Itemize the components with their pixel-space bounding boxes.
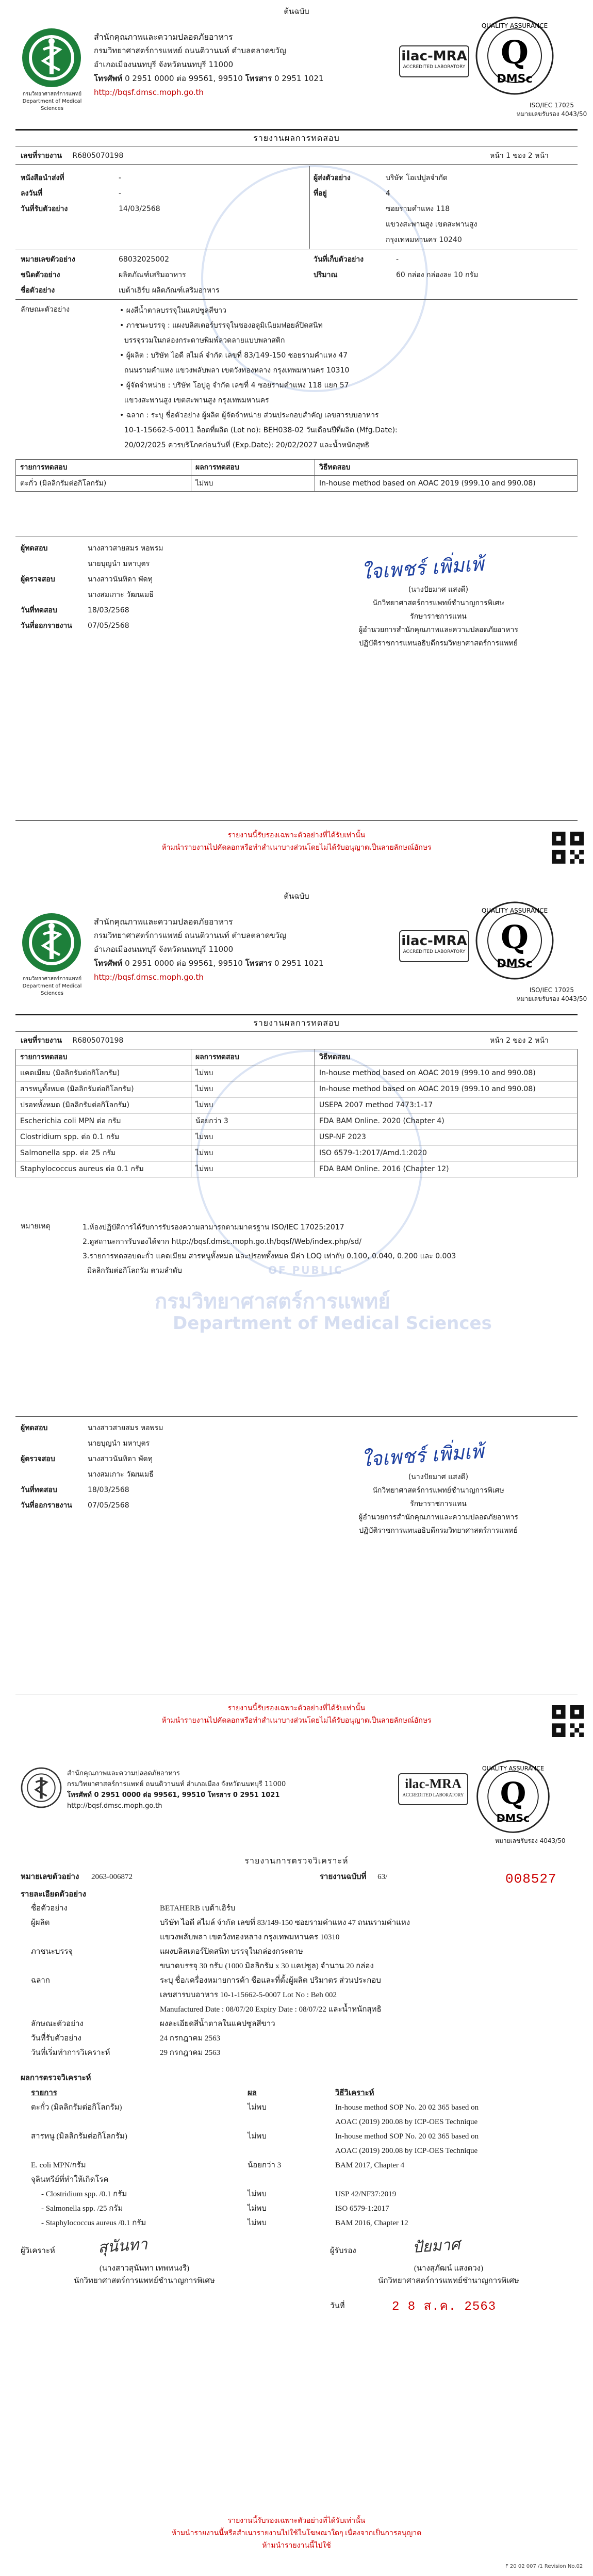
t2-header-2: วิธีทดสอบ xyxy=(315,1049,578,1065)
collect-value: - xyxy=(396,255,399,264)
fax-number: 0 2951 1021 xyxy=(274,74,324,83)
t2-cell-1-0: สารหนูทั้งหมด (มิลลิกรัมต่อกิโลกรัม) xyxy=(16,1081,191,1097)
checker-name-2: นางสมเกาะ วัฒนเมธี xyxy=(88,1470,154,1479)
approver-org-1-2: ผู้อำนวยการสำนักคุณภาพและความปลอดภัยอาหาร xyxy=(358,1513,518,1521)
p3-report-title: รายงานการตรวจวิเคราะห์ xyxy=(244,1857,349,1866)
dmsc-emblem-icon xyxy=(21,1767,62,1808)
q-letter: Q xyxy=(500,34,529,71)
address-line-3: แขวงสะพานสูง เขตสะพานสูง xyxy=(386,220,477,229)
org-address-1: กรมวิทยาศาสตร์การแพทย์ ถนนติวานนท์ ตำบลตลาดขวัญ xyxy=(94,46,286,55)
p3-cell: ไม่พบ xyxy=(248,2132,267,2141)
table-row xyxy=(31,2201,567,2216)
p3-report-no-label: รายงานฉบับที่ xyxy=(320,1873,367,1881)
page-count-2: หน้า 2 ของ 2 หน้า xyxy=(490,1036,549,1045)
test-date: 18/03/2568 xyxy=(88,606,129,614)
sample-no: 68032025002 xyxy=(119,255,169,264)
desc-line: 20/02/2025 ควรบริโภคก่อนวันที่ (Exp.Date): 20/02/2027 และน้ำหนักสุทธิ xyxy=(120,441,370,449)
dmsc-emblem-icon xyxy=(21,912,83,974)
p3-results-table xyxy=(31,2086,567,2230)
tester-1-2: นางสาวสายสมร หอพรม xyxy=(88,1424,163,1432)
sample-name: เบต้าเฮิร์บ ผลิตภัณฑ์เสริมอาหาร xyxy=(119,286,220,295)
date-value: - xyxy=(119,189,122,198)
org-address-1-2: กรมวิทยาศาสตร์การแพทย์ ถนนติวานนท์ ตำบลตลาดขวัญ xyxy=(94,931,286,940)
report-no-2: R6805070198 xyxy=(72,1036,124,1045)
p3-field-label xyxy=(31,1988,160,2002)
list-item xyxy=(31,2017,547,2031)
dmsc-logo-3 xyxy=(21,1767,62,1808)
sender-label: ผู้ส่งตัวอย่าง xyxy=(314,174,351,182)
accreditation-no-2: หมายเลขรับรอง 4043/50 xyxy=(516,995,587,1002)
report-no-label-2: เลขที่รายงาน xyxy=(21,1036,62,1045)
logo-caption-th: กรมวิทยาศาสตร์การแพทย์ xyxy=(22,91,82,97)
list-item xyxy=(31,1916,547,1930)
q-ring-text: QUALITY ASSURANCE xyxy=(481,22,548,29)
tester-label-2: ผู้ทดสอบ xyxy=(21,1424,48,1432)
p3-footer-1: รายงานนี้รับรองเฉพาะตัวอย่างที่ได้รับเท่านั้น xyxy=(227,2517,366,2525)
t2-cell-3-2: FDA BAM Online. 2020 (Chapter 4) xyxy=(315,1113,578,1129)
org-address-2-2: อำเภอเมืองนนทบุรี จังหวัดนนทบุรี 11000 xyxy=(94,945,234,954)
table-row xyxy=(31,2100,567,2115)
t2-header-row xyxy=(16,1049,578,1065)
p3-approver-title: นักวิทยาศาสตร์การแพทย์ชำนาญการพิเศษ xyxy=(378,2277,519,2285)
cert-label: หนังสือนำส่งที่ xyxy=(21,174,64,182)
ilac-mra-logo-2: ilac-MRA ACCREDITED LABORATORY xyxy=(399,930,469,962)
p3-cell: ไม่พบ xyxy=(248,2190,267,2198)
p3-cell: สารหนู (มิลลิกรัมต่อกิโลกรัม) xyxy=(31,2132,127,2141)
quality-assurance-badge xyxy=(473,14,556,97)
p3-analyst-title: นักวิทยาศาสตร์การแพทย์ชำนาญการพิเศษ xyxy=(74,2277,215,2285)
list-item xyxy=(31,1945,547,1959)
t2-cell-6-2: FDA BAM Online. 2016 (Chapter 12) xyxy=(315,1161,578,1177)
t2-cell-3-0: Escherichia coli MPN ต่อ กรัม xyxy=(16,1113,191,1129)
p3-org-4: http://bqsf.dmsc.moph.go.th xyxy=(67,1802,162,1810)
p3-field-value: BETAHERB เบต้าเฮิร์บ xyxy=(160,1904,236,1913)
approver-name: (นางปัยมาศ แสงดี) xyxy=(408,586,469,594)
report-no-label: เลขที่รายงาน xyxy=(21,152,62,160)
report-date: 07/05/2568 xyxy=(88,622,129,630)
watermark-en: Department of Medical Sciences xyxy=(173,1313,492,1334)
report-page-2 xyxy=(0,885,593,1752)
p3-analyst-label: ผู้วิเคราะห์ xyxy=(21,2247,55,2255)
logo-caption-th-2: กรมวิทยาศาสตร์การแพทย์ xyxy=(22,976,82,982)
p3-cell: - Clostridium spp. /0.1 กรัม xyxy=(41,2190,127,2198)
table-row xyxy=(31,2158,567,2173)
note-line: 3.รายการทดสอบตะกั่ว แคดเมียม สารหนูทั้งหมด และปรอททั้งหมด มีค่า LOQ เท่ากับ 0.100, 0.040, 0.200 และ 0.003 xyxy=(83,1252,456,1260)
accreditation-no: หมายเลขรับรอง 4043/50 xyxy=(516,110,587,118)
desc-line: • ภาชนะบรรจุ : แผงบลิสเตอร์บรรจุในซองอลูมิเนียมฟอยล์ปิดสนิท xyxy=(120,321,323,330)
results-table-2 xyxy=(15,1049,578,1177)
p3-field-label xyxy=(31,1959,160,1973)
p3-org-3: โทรศัพท์ 0 2951 0000 ต่อ 99561, 99510 โทรสาร 0 2951 1021 xyxy=(67,1791,280,1799)
approver-org-2: ปฏิบัติราชการแทนอธิบดีกรมวิทยาศาสตร์การแพทย์ xyxy=(359,639,518,647)
list-item xyxy=(31,2002,547,2017)
report-no: R6805070198 xyxy=(72,152,124,160)
p3-cell: รายการ xyxy=(31,2089,57,2097)
table-row xyxy=(16,1145,578,1161)
footer-note-1: รายงานนี้รับรองเฉพาะตัวอย่างที่ได้รับเท่านั้น xyxy=(227,831,366,839)
test-date-label-2: วันที่ทดสอบ xyxy=(21,1486,57,1494)
desc-line: • ผงสีน้ำตาลบรรจุในแคปซูลสีขาว xyxy=(120,306,226,315)
report-page-1 xyxy=(0,0,593,885)
quality-assurance-badge-2 xyxy=(473,899,556,982)
watermark-ring-text: OF PUBLIC xyxy=(268,1264,343,1276)
p3-field-label: ภาชนะบรรจุ xyxy=(31,1948,73,1956)
p3-field-label: ผู้ผลิต xyxy=(31,1919,50,1927)
t2-header-1: ผลการทดสอบ xyxy=(191,1049,315,1065)
form-number: F 20 02 007 /1 Revision No.02 xyxy=(505,2564,583,2569)
t2-cell-1-1: ไม่พบ xyxy=(191,1081,315,1097)
p3-field-label xyxy=(31,1930,160,1945)
p3-cell: BAM 2016, Chapter 12 xyxy=(335,2219,408,2227)
table-row xyxy=(16,1097,578,1113)
bureau-name-2: สำนักคุณภาพและความปลอดภัยอาหาร xyxy=(94,917,233,927)
address-line-4: กรุงเทพมหานคร 10240 xyxy=(386,236,462,244)
address-line-2: ซอยรามคำแหง 118 xyxy=(386,205,450,213)
p3-cell: In-house method SOP No. 20 02 365 based on xyxy=(335,2103,479,2112)
qr-code-icon[interactable] xyxy=(552,1705,584,1737)
t1-cell-0-0: ตะกั่ว (มิลลิกรัมต่อกิโลกรัม) xyxy=(16,476,191,492)
p3-footer-3: ห้ามนำรายงานนี้ไปใช้ xyxy=(262,2542,331,2550)
tester-2-2: นายบุญนำ มหาบุตร xyxy=(88,1439,150,1448)
test-date-2: 18/03/2568 xyxy=(88,1486,129,1494)
sample-type-label: ชนิดตัวอย่าง xyxy=(21,271,60,279)
t2-cell-2-2: USEPA 2007 method 7473:1-17 xyxy=(315,1097,578,1113)
p3-cell: - Salmonella spp. /25 กรัม xyxy=(41,2205,123,2213)
dmsc-logo xyxy=(21,27,83,89)
t2-cell-1-2: In-house method based on AOAC 2019 (999.10 and 990.08) xyxy=(315,1081,578,1097)
qty-label: ปริมาณ xyxy=(314,271,338,279)
sample-no-label: หมายเลขตัวอย่าง xyxy=(21,255,75,264)
tester-2: นายบุญนำ มหาบุตร xyxy=(88,560,150,568)
table-row xyxy=(16,1161,578,1177)
p3-field-label xyxy=(31,2002,160,2017)
copy-label: ต้นฉบับ xyxy=(284,7,309,16)
tester-label: ผู้ทดสอบ xyxy=(21,544,48,553)
p3-cell xyxy=(248,2173,335,2187)
q-letter-3: Q xyxy=(500,1775,526,1811)
p3-results-label: ผลการตรวจวิเคราะห์ xyxy=(21,2074,91,2082)
approver-signature-2: ใจเพชร์ เพิ่มเพ้ xyxy=(360,1439,485,1471)
p3-org-2: กรมวิทยาศาสตร์การแพทย์ ถนนติวานนท์ อำเภอเมือง จังหวัดนนทบุรี 11000 xyxy=(67,1780,286,1788)
sample-description xyxy=(120,303,573,453)
t1-cell-0-1: ไม่พบ xyxy=(191,476,315,492)
logo-caption-en-2: Department of Medical Sciences xyxy=(22,983,82,996)
desc-label: ลักษณะตัวอย่าง xyxy=(21,305,70,314)
dmsc-logo-2 xyxy=(21,912,83,974)
fax-number-2: 0 2951 1021 xyxy=(274,959,324,968)
p3-field-label: ฉลาก xyxy=(31,1976,50,1985)
sign-block-p2 xyxy=(21,1420,163,1513)
list-item xyxy=(31,2046,547,2060)
table-row xyxy=(31,2144,567,2158)
approver-name-2: (นางปัยมาศ แสงดี) xyxy=(408,1473,469,1481)
report-title-2: รายงานผลการทดสอบ xyxy=(253,1018,340,1028)
table-row xyxy=(16,1129,578,1145)
fax-label: โทรสาร xyxy=(245,74,272,83)
t2-header-0: รายการทดสอบ xyxy=(16,1049,191,1065)
t2-cell-0-2: In-house method based on AOAC 2019 (999.10 and 990.08) xyxy=(315,1065,578,1081)
t1-header-2: วิธีทดสอบ xyxy=(315,460,578,476)
org-block xyxy=(94,30,403,100)
table-row xyxy=(16,1065,578,1081)
approver-role: รักษาราชการแทน xyxy=(410,612,467,621)
table-row xyxy=(31,2129,567,2144)
list-item xyxy=(31,1930,547,1945)
p3-cell xyxy=(335,2173,567,2187)
table-row xyxy=(16,1113,578,1129)
p3-field-value: Manufactured Date : 08/07/20 Expiry Date : 08/07/22 และน้ำหนักสุทธิ xyxy=(160,2005,382,2014)
tester-3: นางสาวนันทิดา พัดทุ xyxy=(88,575,153,584)
p3-field-label: ชื่อตัวอย่าง xyxy=(31,1904,68,1913)
collect-label: วันที่เก็บตัวอย่าง xyxy=(314,255,364,264)
watermark-th: กรมวิทยาศาสตร์การแพทย์ xyxy=(155,1290,390,1314)
t2-cell-6-1: ไม่พบ xyxy=(191,1161,315,1177)
received-value: 14/03/2568 xyxy=(119,205,160,213)
phone-number: 0 2951 0000 ต่อ 99561, 99510 xyxy=(125,74,243,83)
phone-number-2: 0 2951 0000 ต่อ 99561, 99510 xyxy=(125,959,243,968)
p3-cell: ผล xyxy=(248,2089,257,2097)
t1-header-row xyxy=(16,460,578,476)
list-item xyxy=(31,1973,547,1988)
t2-cell-4-2: USP-NF 2023 xyxy=(315,1129,578,1145)
p3-date-label: วันที่ xyxy=(330,2302,345,2310)
serial-number: 008527 xyxy=(505,1871,557,1887)
quality-badge-icon xyxy=(473,14,556,97)
checker-name: นางสมเกาะ วัฒนเมธี xyxy=(88,591,154,599)
t2-cell-5-0: Salmonella spp. ต่อ 25 กรัม xyxy=(16,1145,191,1161)
p3-cell xyxy=(248,2115,335,2129)
address-label: ที่อยู่ xyxy=(314,189,327,198)
t2-cell-5-2: ISO 6579-1:2017/Amd.1:2020 xyxy=(315,1145,578,1161)
footer-note-1-2: รายงานนี้รับรองเฉพาะตัวอย่างที่ได้รับเท่านั้น xyxy=(227,1704,366,1712)
dmsc-text-3: DMSc xyxy=(496,1811,530,1824)
note-line: 1.ห้องปฏิบัติการได้รับการรับรองความสามารถตามมาตรฐาน ISO/IEC 17025:2017 xyxy=(83,1223,344,1232)
desc-line: • ผู้จัดจำหน่าย : บริษัท โอปูลู จำกัด เลขที่ 4 ซอยรามคำแหง 118 แยก 57 xyxy=(120,381,349,390)
received-label: วันที่รับตัวอย่าง xyxy=(21,205,68,213)
p3-cell: AOAC (2019) 200.08 by ICP-OES Technique xyxy=(335,2118,478,2126)
p3-footer-2: ห้ามนำรายงานนี้หรือสำเนารายงานไปใช้ในโฆษณาใดๆ เนื่องจากเป็นการอนุญาต xyxy=(171,2530,422,2537)
p3-cell: จุลินทรีย์ที่ทำให้เกิดโรค xyxy=(31,2176,109,2184)
t2-cell-2-0: ปรอททั้งหมด (มิลลิกรัมต่อกิโลกรัม) xyxy=(16,1097,191,1113)
tester-3-2: นางสาวนันทิดา พัดทุ xyxy=(88,1455,153,1463)
p3-field-value: แผงบลิสเตอร์ปิดสนิท บรรจุในกล่องกระดาษ xyxy=(160,1948,303,1956)
report-date-label-2: วันที่ออกรายงาน xyxy=(21,1501,72,1510)
p3-sample-no-label: หมายเลขตัวอย่าง xyxy=(21,1873,79,1881)
p3-cell xyxy=(248,2144,335,2158)
p3-field-value: บริษัท ไอดี สไมล์ จำกัด เลขที่ 83/149-150 ซอยรามคำแหง 47 ถนนรามคำแหง xyxy=(160,1919,410,1927)
page-count: หน้า 1 ของ 2 หน้า xyxy=(490,152,549,160)
test-date-label: วันที่ทดสอบ xyxy=(21,606,57,614)
p3-field-value: ขนาดบรรจุ 30 กรัม (1000 มิลลิกรัม x 30 แคปซูล) จำนวน 20 กล่อง xyxy=(160,1962,374,1970)
approver-org-1: ผู้อำนวยการสำนักคุณภาพและความปลอดภัยอาหาร xyxy=(358,626,518,634)
table-row xyxy=(16,1081,578,1097)
table-row xyxy=(31,2173,567,2187)
date-label: ลงวันที่ xyxy=(21,189,43,198)
p3-table-header xyxy=(31,2086,567,2100)
p3-cell: E. coli MPN/กรัม xyxy=(31,2161,86,2169)
t1-cell-0-2: In-house method based on AOAC 2019 (999.10 and 990.08) xyxy=(315,476,578,492)
footer-note-2: ห้ามนำรายงานไปคัดลอกหรือทำสำเนาบางส่วนโดยไม่ได้รับอนุญาตเป็นลายลักษณ์อักษร xyxy=(161,844,432,852)
ilac-mra-logo-3: ilac-MRA ACCREDITED LABORATORY xyxy=(398,1773,468,1805)
quality-assurance-badge-3 xyxy=(474,1758,552,1835)
p3-cell: AOAC (2019) 200.08 by ICP-OES Technique xyxy=(335,2147,478,2155)
list-item xyxy=(31,2031,547,2046)
p3-cell: ISO 6579-1:2017 xyxy=(335,2205,389,2213)
table-row xyxy=(16,476,578,492)
checker-label-2: ผู้ตรวจสอบ xyxy=(21,1455,55,1463)
sample-name-label: ชื่อตัวอย่าง xyxy=(21,286,55,295)
p3-report-no: 63/ xyxy=(377,1873,388,1881)
report-date-2: 07/05/2568 xyxy=(88,1501,129,1510)
p3-date-stamp: 2 8 ส.ค. 2563 xyxy=(392,2300,497,2314)
p3-cell: BAM 2017, Chapter 4 xyxy=(335,2161,405,2169)
p3-approver-label: ผู้รับรอง xyxy=(330,2247,356,2255)
bureau-name: สำนักคุณภาพและความปลอดภัยอาหาร xyxy=(94,32,233,42)
approver-signature: ใจเพชร์ เพิ่มเพ้ xyxy=(360,552,485,584)
p3-approver-name: (นางสุภัฒน์ แสงดวง) xyxy=(414,2264,484,2273)
phone-label: โทรศัพท์ xyxy=(94,74,123,83)
list-item xyxy=(31,1988,547,2002)
quality-badge-icon xyxy=(473,899,556,982)
p3-approver-signature: ปัยมาศ xyxy=(411,2235,461,2257)
cert-value: - xyxy=(119,174,122,182)
p3-details-label: รายละเอียดตัวอย่าง xyxy=(21,1890,86,1899)
list-item xyxy=(31,1901,547,1916)
q-letter-2: Q xyxy=(500,918,529,956)
dmsc-text: DMSc xyxy=(497,73,533,86)
q-ring-text-2: QUALITY ASSURANCE xyxy=(481,907,548,914)
report-page-3 xyxy=(0,1752,593,2576)
sample-type: ผลิตภัณฑ์เสริมอาหาร xyxy=(119,271,186,279)
p3-field-value: เลขสารบบอาหาร 10-1-15662-5-0007 Lot No : Beh 002 xyxy=(160,1991,337,1999)
org-url[interactable]: http://bqsf.dmsc.moph.go.th xyxy=(94,88,204,97)
logo-caption-en: Department of Medical Sciences xyxy=(22,99,82,111)
p3-field-value: ระบุ ชื่อ/เครื่องหมายการค้า ชื่อและที่ตั้งผู้ผลิต ปริมาตร ส่วนประกอบ xyxy=(160,1976,381,1985)
p3-cell: USP 42/NF37:2019 xyxy=(335,2190,397,2198)
report-date-label: วันที่ออกรายงาน xyxy=(21,622,72,630)
t1-header-0: รายการทดสอบ xyxy=(16,460,191,476)
p3-org-1: สำนักคุณภาพและความปลอดภัยอาหาร xyxy=(67,1770,180,1777)
p3-cell: ไม่พบ xyxy=(248,2205,267,2213)
p3-cell xyxy=(31,2115,248,2129)
p3-cell: ตะกั่ว (มิลลิกรัมต่อกิโลกรัม) xyxy=(31,2103,122,2112)
p3-field-value: แขวงพลับพลา เขตวังทองหลาง กรุงเทพมหานคร 10310 xyxy=(160,1933,340,1941)
t2-cell-0-0: แคดเมียม (มิลลิกรัมต่อกิโลกรัม) xyxy=(16,1065,191,1081)
p3-field-value: ผงละเอียดสีน้ำตาลในแคปซูลสีขาว xyxy=(160,2020,275,2028)
list-item xyxy=(31,1959,547,1973)
table-row xyxy=(31,2216,567,2230)
desc-line: • ผู้ผลิต : บริษัท ไอดี สไมล์ จำกัด เลขที่ 83/149-150 ซอยรามคำแหง 47 xyxy=(120,351,348,360)
sign-block-p1 xyxy=(21,541,163,634)
t2-cell-4-1: ไม่พบ xyxy=(191,1129,315,1145)
t1-header-1: ผลการทดสอบ xyxy=(191,460,315,476)
t2-cell-6-0: Staphylococcus aureus ต่อ 0.1 กรัม xyxy=(16,1161,191,1177)
p3-field-value: 24 กรกฎาคม 2563 xyxy=(160,2034,221,2043)
results-table-1 xyxy=(15,459,578,492)
p3-cell: In-house method SOP No. 20 02 365 based on xyxy=(335,2132,479,2141)
tester-1: นางสาวสายสมร หอพรม xyxy=(88,544,163,553)
org-address-2: อำเภอเมืองนนทบุรี จังหวัดนนทบุรี 11000 xyxy=(94,60,234,69)
p3-field-label: วันที่เริ่มทำการวิเคราะห์ xyxy=(31,2049,110,2057)
t2-cell-0-1: ไม่พบ xyxy=(191,1065,315,1081)
report-title: รายงานผลการทดสอบ xyxy=(253,133,340,143)
org-url-2[interactable]: http://bqsf.dmsc.moph.go.th xyxy=(94,973,204,982)
fax-label-2: โทรสาร xyxy=(245,959,272,968)
iso-standard-2: ISO/IEC 17025 xyxy=(529,986,574,994)
p3-cell: - Staphylococcus aureus /0.1 กรัม xyxy=(41,2219,146,2227)
phone-label-2: โทรศัพท์ xyxy=(94,959,123,968)
note-line: มิลลิกรัมต่อกิโลกรัม ตามลำดับ xyxy=(83,1267,182,1275)
approver-title: นักวิทยาศาสตร์การแพทย์ชำนาญการพิเศษ xyxy=(372,599,504,607)
t2-cell-2-1: ไม่พบ xyxy=(191,1097,315,1113)
dmsc-text-2: DMSc xyxy=(497,958,533,970)
p3-analyst-name: (นางสาวสุนันทา เทพทนงรี) xyxy=(99,2264,190,2273)
approver-title-2: นักวิทยาศาสตร์การแพทย์ชำนาญการพิเศษ xyxy=(372,1486,504,1495)
dmsc-emblem-icon xyxy=(21,27,83,89)
quality-badge-icon xyxy=(474,1758,552,1835)
p3-field-label: วันที่รับตัวอย่าง xyxy=(31,2034,81,2043)
table-row xyxy=(31,2187,567,2201)
qty-value: 60 กล่อง กล่องละ 10 กรัม xyxy=(396,271,479,279)
copy-label-2: ต้นฉบับ xyxy=(284,892,309,901)
t2-cell-5-1: ไม่พบ xyxy=(191,1145,315,1161)
checker-label: ผู้ตรวจสอบ xyxy=(21,575,55,584)
p3-sample-no: 2063-006872 xyxy=(91,1873,133,1881)
q-ring-text-3: QUALITY ASSURANCE xyxy=(482,1765,545,1772)
t2-cell-4-0: Clostridium spp. ต่อ 0.1 กรัม xyxy=(16,1129,191,1145)
desc-line: ถนนรามคำแหง แขวงพลับพลา เขตวังทองหลาง กรุงเทพมหานคร 10310 xyxy=(120,366,350,375)
t2-cell-3-1: น้อยกว่า 3 xyxy=(191,1113,315,1129)
p3-analyst-signature: สุนันทา xyxy=(97,2235,149,2257)
qr-code-icon[interactable] xyxy=(552,832,584,864)
address-line-1: 4 xyxy=(386,189,390,198)
table-row xyxy=(31,2115,567,2129)
p3-field-value: 29 กรกฎาคม 2563 xyxy=(160,2049,221,2057)
p3-cell: น้อยกว่า 3 xyxy=(248,2161,282,2169)
p3-cell xyxy=(31,2144,248,2158)
notes-list xyxy=(83,1220,567,1278)
desc-line: 10-1-15662-5-0011 ล็อตที่ผลิต (Lot no): BEH038-02 วันเดือนปีที่ผลิต (Mfg.Date): xyxy=(120,426,398,434)
p3-cell: วิธีวิเคราะห์ xyxy=(335,2089,374,2097)
p3-field-label: ลักษณะตัวอย่าง xyxy=(31,2020,84,2028)
approver-role-2: รักษาราชการแทน xyxy=(410,1500,467,1508)
desc-line: แขวงสะพานสูง เขตสะพานสูง กรุงเทพมหานคร xyxy=(120,396,269,404)
desc-line: • ฉลาก : ระบุ ชื่อตัวอย่าง ผู้ผลิต ผู้จัดจำหน่าย ส่วนประกอบสำคัญ เลขสารบบอาหาร xyxy=(120,411,379,419)
p3-sample-fields xyxy=(31,1901,547,2060)
org-block-2 xyxy=(94,915,403,984)
note-line: 2.ดูสถานะการรับรองได้จาก http://bqsf.dmsc.moph.go.th/bqsf/Web/index.php/sd/ xyxy=(83,1238,361,1246)
p3-cell: ไม่พบ xyxy=(248,2219,267,2227)
p3-cell: ไม่พบ xyxy=(248,2103,267,2112)
desc-line: บรรจุรวมในกล่องกระดาษพิมพ์ลวดลายแบบพลาสติก xyxy=(120,336,285,345)
approver-org-2-2: ปฏิบัติราชการแทนอธิบดีกรมวิทยาศาสตร์การแพทย์ xyxy=(359,1527,518,1535)
footer-note-2-2: ห้ามนำรายงานไปคัดลอกหรือทำสำเนาบางส่วนโดยไม่ได้รับอนุญาตเป็นลายลักษณ์อักษร xyxy=(161,1716,432,1725)
ilac-mra-logo: ilac-MRA ACCREDITED LABORATORY xyxy=(399,45,469,77)
accreditation-no-3: หมายเลขรับรอง 4043/50 xyxy=(495,1837,566,1844)
sender-value: บริษัท โอเปปูลจำกัด xyxy=(386,174,448,182)
notes-label: หมายเหตุ xyxy=(21,1222,51,1230)
iso-standard: ISO/IEC 17025 xyxy=(529,102,574,109)
